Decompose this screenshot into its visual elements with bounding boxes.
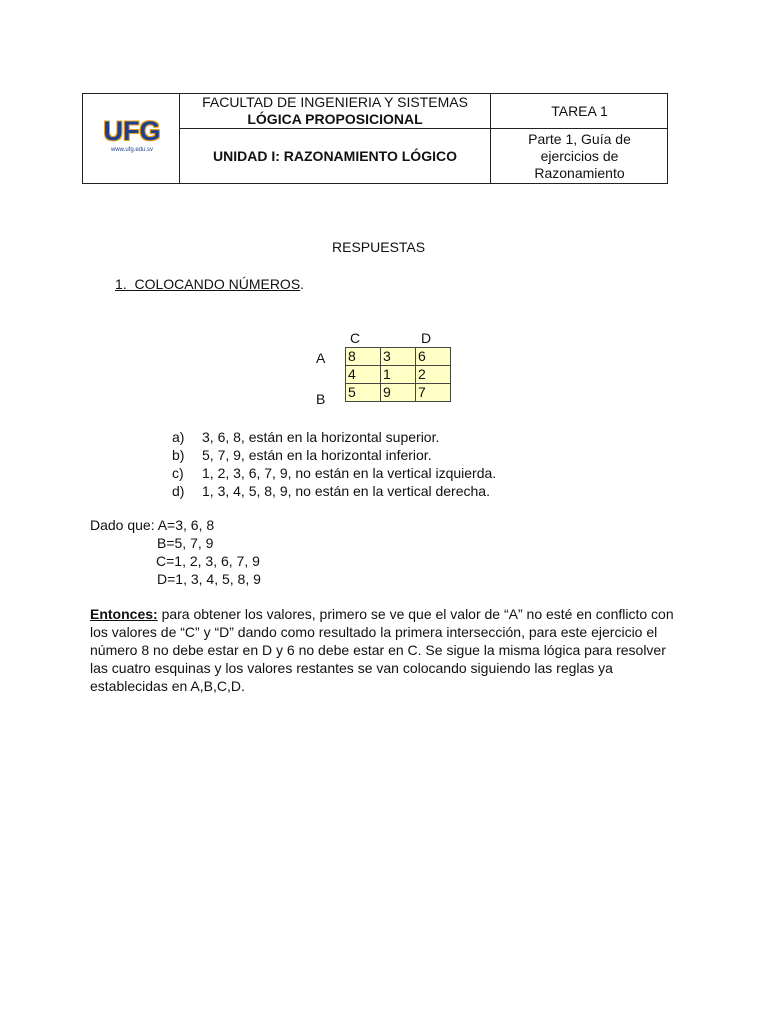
faculty-cell [180,94,490,128]
list-item [172,464,496,482]
part-line-3: Razonamiento [534,165,625,181]
faculty-name: FACULTAD DE INGENIERIA Y SISTEMAS [202,94,468,110]
conclusion-text: para obtener los valores, primero se ve que el valor de “A” no esté en conflicto con los valores de “C” y “D” dando como resultado la primera intersección, para este ejercicio el número 8 no debe estar en D y 6 no debe estar en C. Se sigue la misma lógica para resolver las cuatro esquinas y los valores restantes se van colocando siguiendo las reglas ya establecidas en A,B,C,D. [90,606,674,694]
item-1-trailing: . [300,276,305,292]
header-table [82,93,668,184]
task-cell [491,94,668,128]
part-cell [491,129,668,184]
list-text: 3, 6, 8, están en la horizontal superior. [202,429,440,445]
grid-cell: 9 [381,384,416,402]
list-marker: a) [172,429,185,445]
grid-cell: 8 [346,348,381,366]
logo-url: www.ufg.edu.sv [110,147,154,153]
conclusion-label: Entonces: [90,606,158,622]
ufg-logo [91,116,173,162]
grid-cell: 3 [381,348,416,366]
part-line-1: Parte 1, Guía de [528,131,631,147]
list-text: 1, 3, 4, 5, 8, 9, no están en la vertical derecha. [202,483,490,499]
course-name: LÓGICA PROPOSICIONAL [247,111,423,127]
row-label-b: B [316,391,326,407]
task-label: TAREA 1 [551,102,608,119]
given-b: B=5, 7, 9 [157,535,214,551]
grid-cell: 1 [381,366,416,384]
grid-row [346,366,451,384]
list-marker: d) [172,483,185,499]
col-label-c: C [350,330,361,346]
section-title: RESPUESTAS [332,239,426,255]
list-item [172,446,496,464]
list-item [172,428,496,446]
col-label-d: D [421,330,432,346]
row-label-a: A [316,350,326,366]
item-1-title: COLOCANDO NÚMEROS [134,276,301,292]
list-item [172,482,496,500]
unit-title: UNIDAD I: RAZONAMIENTO LÓGICO [213,148,457,164]
unit-cell [180,129,490,184]
grid-cell: 2 [416,366,451,384]
part-line-2: ejercicios de [540,148,619,164]
list-text: 1, 2, 3, 6, 7, 9, no están en la vertical izquierda. [202,465,497,481]
logo-text: UFG [103,116,161,146]
grid-cell: 4 [346,366,381,384]
grid-cell: 5 [346,384,381,402]
conclusion-paragraph [90,605,675,695]
observation-list [172,428,496,500]
list-marker: b) [172,447,185,463]
given-d: D=1, 3, 4, 5, 8, 9 [157,571,261,587]
grid-cell: 6 [416,348,451,366]
given-lead: Dado que: A=3, 6, 8 [90,517,215,533]
grid-row [346,348,451,366]
item-1-number: 1. [115,276,127,292]
list-text: 5, 7, 9, están en la horizontal inferior. [202,447,432,463]
grid-row [346,384,451,402]
number-grid [345,347,451,402]
list-marker: c) [172,465,184,481]
given-c: C=1, 2, 3, 6, 7, 9 [156,553,260,569]
item-1-heading [115,275,304,293]
grid-cell: 7 [416,384,451,402]
